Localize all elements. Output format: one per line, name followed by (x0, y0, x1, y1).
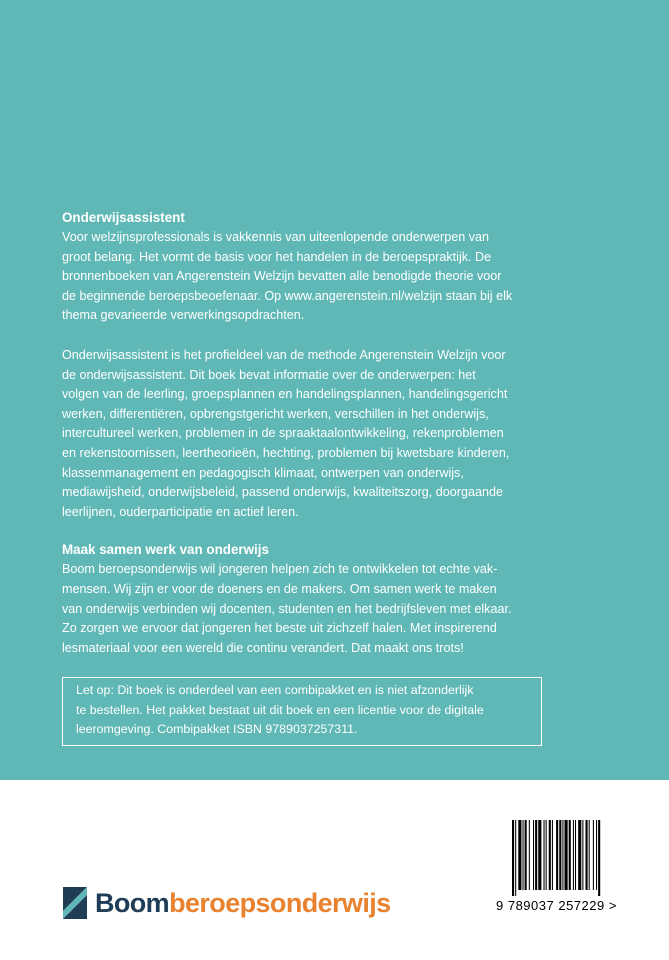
paragraph-line: Onderwijsassistent is het profieldeel van de methode Angerenstein Welzijn voor (62, 347, 506, 362)
barcode-bar (575, 820, 576, 890)
barcode-bar (565, 820, 568, 890)
section-heading-maak-samen-werk: Maak samen werk van onderwijs (62, 542, 269, 558)
barcode-bar (546, 820, 547, 890)
paragraph-line: van onderwijs verbinden wij docenten, studenten en het bedrijfsleven met elkaar. (62, 601, 512, 616)
barcode-bar (518, 820, 521, 890)
paragraph-line: de onderwijsassistent. Dit boek bevat informatie over de onderwerpen: het (62, 367, 476, 382)
boom-logo-mark-icon (63, 887, 87, 919)
barcode-bar (523, 820, 524, 890)
combipakket-note-box (62, 677, 542, 746)
barcode-bar (573, 820, 574, 890)
back-cover-text (62, 208, 542, 746)
paragraph-line: thema gevarieerde verwerkingsopdrachten. (62, 308, 305, 323)
barcode-bar (556, 820, 558, 890)
barcode-bar (562, 820, 563, 890)
barcode-bars-icon (512, 820, 618, 896)
paragraph-line: bronnenboeken van Angerenstein Welzijn bevatten alle benodigde theorie voor (62, 269, 502, 284)
paragraph-line: Voor welzijnsprofessionals is vakkennis van uiteenlopende onderwerpen van (62, 230, 490, 244)
paragraph-line: mensen. Wij zijn er voor de doeners en de makers. Om samen werk te maken (62, 581, 497, 596)
note-line: te bestellen. Het pakket bestaat uit dit boek en een licentie voor de digitale (76, 702, 484, 717)
note-line: leeromgeving. Combipakket ISBN 9789037257311. (76, 722, 358, 737)
barcode-bar (515, 820, 516, 896)
publisher-name (95, 887, 391, 919)
barcode-bar (512, 820, 514, 896)
paragraph-line: groot belang. Het vormt de basis voor het handelen in de beroepspraktijk. De (62, 249, 492, 264)
barcode-bar (529, 820, 530, 890)
paragraph-line: Zo zorgen we ervoor dat jongeren het beste uit zichzelf halen. Met inspirerend (62, 621, 497, 636)
publisher-logo (63, 887, 391, 919)
paragraph-line: volgen van de leerling, groepsplannen en handelingsplannen, handelingsgericht (62, 387, 508, 402)
barcode-bar (552, 820, 553, 890)
barcode-bar (525, 820, 527, 890)
paragraph-line: de beginnende beroepsbeoefenaar. Op www.angerenstein.nl/welzijn staan bij elk (62, 288, 513, 303)
paragraph-gap (62, 522, 542, 540)
barcode-bar (535, 820, 537, 890)
isbn-barcode (496, 820, 636, 916)
paragraph-line: intercultureel werken, problemen in de spraaktaalontwikkeling, rekenproblemen (62, 426, 504, 441)
barcode-bar (598, 820, 600, 896)
paragraph-line: mediawijsheid, onderwijsbeleid, passend onderwijs, kwaliteitszorg, doorgaande (62, 485, 504, 500)
logo-word-beroepsonderwijs: beroepsonderwijs (169, 888, 391, 918)
barcode-bar (538, 820, 541, 890)
isbn-number: 9 789037 257229 > (496, 898, 617, 913)
barcode-bar (533, 820, 534, 890)
note-line: Let op: Dit boek is onderdeel van een combipakket en is niet afzonderlijk (76, 683, 474, 698)
barcode-bar (569, 820, 571, 890)
paragraph-line: leerlijnen, ouderparticipatie en actief leren. (62, 504, 299, 519)
barcode-bar (589, 820, 590, 890)
paragraph-line: werken, differentiëren, opbrengstgericht werken, verschillen in het onderwijs, (62, 406, 489, 421)
barcode-bar (578, 820, 581, 890)
paragraph-line: en rekenstoornissen, leertheorieën, hechting, problemen bij kwetsbare kinderen, (62, 445, 510, 460)
barcode-bar (582, 820, 583, 890)
paragraph-gap (62, 326, 542, 346)
section-heading-onderwijsassistent: Onderwijsassistent (62, 210, 185, 225)
logo-word-boom: Boom (95, 888, 170, 918)
barcode-bar (559, 820, 561, 890)
paragraph-line: Boom beroepsonderwijs wil jongeren helpen zich te ontwikkelen tot echte vak- (62, 562, 498, 577)
barcode-bar (549, 820, 551, 890)
barcode-bar (593, 820, 594, 890)
paragraph-line: lesmateriaal voor een wereld die continu verandert. Dat maakt ons trots! (62, 640, 464, 655)
barcode-bar (596, 820, 597, 890)
paragraph-line: klassenmanagement en pedagogisch klimaat, ontwerpen van onderwijs, (62, 465, 464, 480)
barcode-bar (544, 820, 545, 890)
barcode-bar (586, 820, 588, 890)
